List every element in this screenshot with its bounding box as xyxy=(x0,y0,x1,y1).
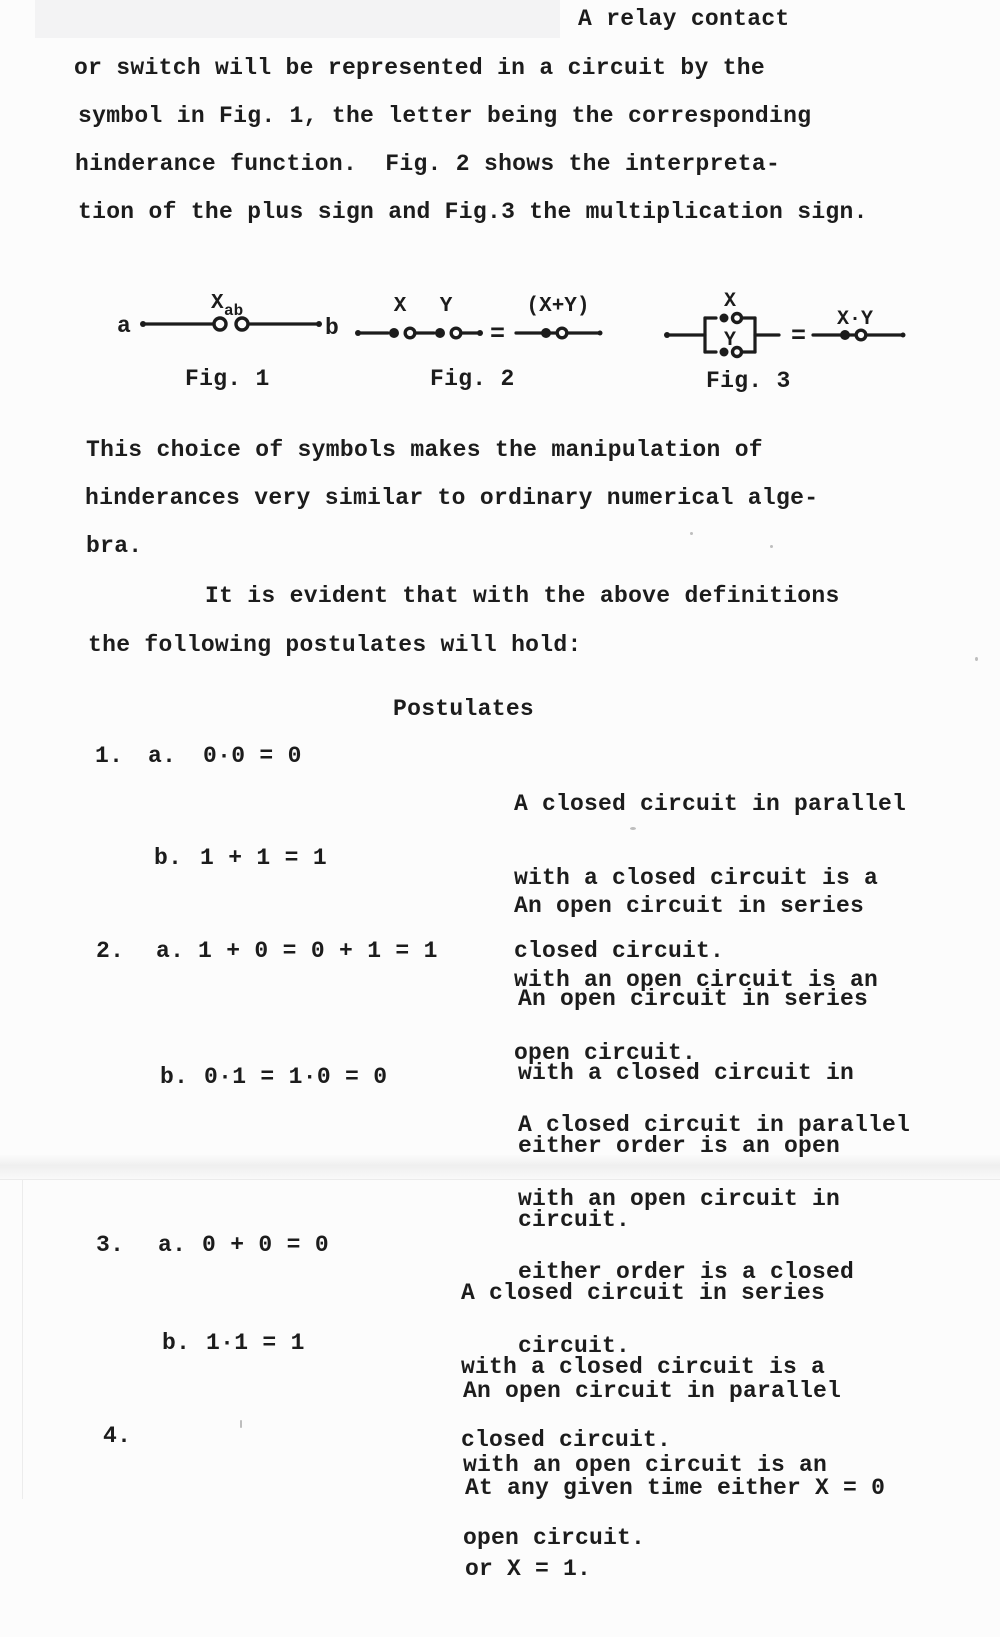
description-line: with a closed circuit is a xyxy=(514,864,879,891)
wire-endpoint-dot xyxy=(598,331,603,336)
terminal-a-label: a xyxy=(117,313,131,339)
postulate-1-number: 1. xyxy=(95,743,124,769)
contact-ring xyxy=(451,328,461,338)
contact-dot xyxy=(840,330,850,340)
contact-ring xyxy=(557,328,567,338)
description-line: either order is a closed xyxy=(518,1259,855,1285)
description-line: open circuit. xyxy=(463,1525,646,1551)
equals-sign: = xyxy=(490,320,506,349)
body-line: the following postulates will hold: xyxy=(88,632,582,658)
scan-artifact xyxy=(240,1420,242,1428)
description-line: closed circuit. xyxy=(514,938,725,964)
contact-x-label: X xyxy=(393,295,407,318)
postulate-2a-formula: 1 + 0 = 0 + 1 = 1 xyxy=(198,938,438,964)
body-line: This choice of symbols makes the manipulation of xyxy=(86,437,763,463)
description-line: At any given time either X = 0 xyxy=(465,1475,886,1501)
postulate-1a-formula: 0·0 = 0 xyxy=(203,743,302,769)
description-line: A closed circuit in parallel xyxy=(514,791,907,817)
postulate-4-number: 4. xyxy=(103,1423,132,1449)
postulate-2b-letter: b. xyxy=(160,1064,189,1090)
fig1-relay-contact-diagram xyxy=(115,288,340,348)
contact-dot xyxy=(720,314,729,323)
contact-dot xyxy=(541,328,551,338)
postulate-4-description xyxy=(465,1421,885,1637)
description-line: with a closed circuit is a xyxy=(461,1353,826,1380)
wire-endpoint-dot xyxy=(901,333,906,338)
description-line: An open circuit in series xyxy=(514,893,865,919)
body-line: hinderances very similar to ordinary numerical alge- xyxy=(85,485,819,511)
fig2-caption: Fig. 2 xyxy=(430,366,515,392)
postulates-heading: Postulates xyxy=(393,696,535,722)
wire-endpoint-dot xyxy=(477,330,483,336)
contact-ring xyxy=(405,328,415,338)
intro-line: hinderance function. Fig. 2 shows the interpreta- xyxy=(75,151,781,177)
contact-ring xyxy=(856,330,866,340)
intro-opening-line: A relay contact xyxy=(578,6,790,32)
contact-variable-label: X xyxy=(211,292,224,315)
description-line: A closed circuit in parallel xyxy=(518,1112,911,1138)
postulate-2-number: 2. xyxy=(96,938,125,964)
equals-sign: = xyxy=(791,322,807,351)
fig2-series-circuit-diagram xyxy=(350,295,606,351)
scan-highlight-region xyxy=(35,0,560,38)
description-line: circuit. xyxy=(518,1206,631,1233)
contact-subscript-label: ab xyxy=(224,302,244,320)
description-line: with an open circuit is an xyxy=(514,966,879,993)
description-line: with a closed circuit in xyxy=(518,1059,855,1086)
scan-artifact xyxy=(690,532,693,535)
body-line: bra. xyxy=(86,533,143,559)
contact-ring xyxy=(733,314,742,323)
postulate-3a-letter: a. xyxy=(158,1232,187,1258)
description-line: with an open circuit in xyxy=(518,1185,841,1212)
description-line: closed circuit. xyxy=(461,1427,672,1453)
sum-result-label: (X+Y) xyxy=(526,295,590,318)
contact-dot xyxy=(435,328,445,338)
terminal-b-label: b xyxy=(325,315,339,341)
fig1-caption: Fig. 1 xyxy=(185,366,270,392)
scan-artifact xyxy=(975,657,978,661)
description-line: An open circuit in parallel xyxy=(463,1378,842,1404)
intro-line: symbol in Fig. 1, the letter being the corresponding xyxy=(78,103,812,129)
body-line: It is evident that with the above definitions xyxy=(205,583,840,609)
description-line: circuit. xyxy=(518,1332,631,1359)
branch-x-label: X xyxy=(723,290,737,313)
intro-line: or switch will be represented in a circuit by the xyxy=(74,55,766,81)
intro-line: tion of the plus sign and Fig.3 the multiplication sign. xyxy=(78,199,868,225)
postulate-1b-letter: b. xyxy=(154,845,183,871)
description-line: An open circuit in series xyxy=(518,986,869,1012)
contact-dot xyxy=(389,328,399,338)
product-result-label: X·Y xyxy=(836,308,874,331)
fig3-parallel-circuit-diagram xyxy=(655,286,917,358)
wire-endpoint-dot xyxy=(316,321,322,327)
scan-edge-line xyxy=(22,1179,23,1499)
postulate-1b-formula: 1 + 1 = 1 xyxy=(200,845,327,871)
postulate-3-number: 3. xyxy=(96,1232,125,1258)
description-line: with an open circuit is an xyxy=(463,1451,828,1478)
postulate-2b-formula: 0·1 = 1·0 = 0 xyxy=(204,1064,388,1090)
description-line: A closed circuit in series xyxy=(461,1280,826,1306)
postulate-3a-formula: 0 + 0 = 0 xyxy=(202,1232,329,1258)
postulate-2a-letter: a. xyxy=(156,938,185,964)
postulate-1a-letter: a. xyxy=(148,743,177,769)
description-line: or X = 1. xyxy=(465,1556,592,1582)
scan-artifact xyxy=(770,545,773,548)
postulate-3b-letter: b. xyxy=(162,1330,191,1356)
postulate-3b-formula: 1·1 = 1 xyxy=(206,1330,305,1356)
branch-y-label: Y xyxy=(723,329,737,352)
description-line: open circuit. xyxy=(514,1040,697,1066)
contact-y-label: Y xyxy=(439,295,453,318)
fig3-caption: Fig. 3 xyxy=(706,368,791,394)
description-line: either order is an open xyxy=(518,1133,841,1159)
